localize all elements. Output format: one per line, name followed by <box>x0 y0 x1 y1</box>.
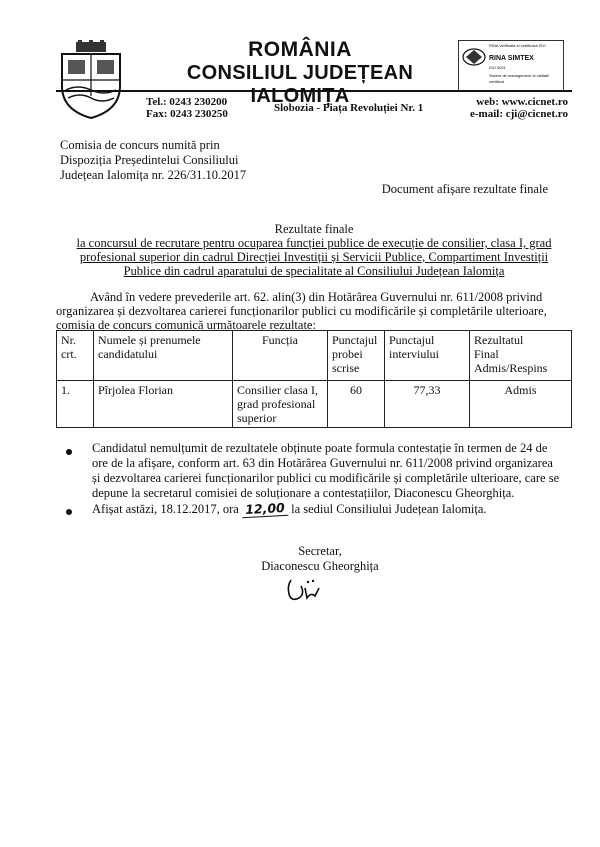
header-interview-line-1: Punctajul <box>389 333 435 347</box>
header-name-line-2: candidatului <box>98 347 158 361</box>
row-final-result: Admis <box>470 381 572 428</box>
preamble-line-3: Județean Ialomița nr. 226/31.10.2017 <box>60 168 247 182</box>
intro-line-1: Având în vedere prevederile art. 62. alin(3) din Hotărârea Guvernului nr. 611/2008 privind <box>90 290 543 304</box>
posted-time-handwritten: 12,00 <box>242 500 289 518</box>
header-final-result <box>470 331 572 381</box>
note-1-line-1: Candidatul nemulțumit de rezultatele obținute poate formula contestație în termen de 24 de <box>92 441 548 455</box>
title-line-2: profesional superior din cadrul Direcției Investiții și Servicii Publice, Compartiment Investiții <box>79 250 549 264</box>
intro-line-2: organizarea și dezvoltarea carierei funcționarilor publici cu modificările și completările ulterioare, <box>56 304 547 318</box>
bullet-dot <box>66 509 72 515</box>
website: web: www.cicnet.ro <box>476 96 568 108</box>
header-name-line-1: Numele și prenumele <box>98 333 201 347</box>
header-function: Funcția <box>233 331 328 381</box>
certification-badge <box>458 40 564 92</box>
posted-date-text: Afișat astăzi, 18.12.2017, ora <box>92 502 239 516</box>
header-written-line-3: scrise <box>332 361 360 375</box>
country-name: ROMÂNIA <box>248 38 352 61</box>
signature-role: Secretar, <box>298 544 342 558</box>
cert-line-1: RINA verificata si certificata ISO <box>489 43 546 48</box>
header-result-line-1: Rezultatul <box>474 333 524 347</box>
rina-logo-icon <box>462 45 486 69</box>
email-address: e-mail: cji@cicnet.ro <box>470 108 568 120</box>
cert-line-5: certificat <box>489 79 504 84</box>
results-table <box>56 330 572 428</box>
header-written-line-1: Punctajul <box>332 333 378 347</box>
phone-number: Tel.: 0243 230200 <box>146 96 228 108</box>
cert-line-3: ISO 9001 <box>489 65 506 70</box>
handwritten-signature <box>283 576 329 606</box>
header-nr-line-1: Nr. <box>61 333 76 347</box>
note-1-line-3: și dezvoltarea carierei funcționarilor publici cu modificările și completările ulterioare, care se <box>92 471 560 485</box>
fax-number: Fax: 0243 230250 <box>146 108 228 120</box>
note-2 <box>92 501 487 517</box>
row-function-line-3: superior <box>237 411 277 425</box>
row-candidate-name: Pîrjolea Florian <box>94 381 233 428</box>
header-written-line-2: probei <box>332 347 363 361</box>
preamble-line-2: Dispoziția Președintelui Consiliului <box>60 153 239 167</box>
header-divider <box>56 90 572 92</box>
document-label: Document afișare rezultate finale <box>381 182 548 196</box>
header-interview-line-2: interviului <box>389 347 439 361</box>
table-header-row <box>57 331 572 381</box>
header-result-line-3: Admis/Respins <box>474 361 548 375</box>
note-1-line-2: ore de la afișare, conform art. 63 din Hotărârea Guvernului nr. 611/2008 privind organizarea <box>92 456 553 470</box>
row-nr: 1. <box>57 381 94 428</box>
posted-location-text: la sediul Consiliului Județean Ialomița. <box>291 502 487 516</box>
header-nr <box>57 331 94 381</box>
row-written-score: 60 <box>328 381 385 428</box>
header-nr-line-2: crt. <box>61 347 77 361</box>
note-1-line-4: depune la secretarul comisiei de soluționare a contestațiilor, Diaconescu Gheorghița. <box>92 486 515 500</box>
row-function-line-2: grad profesional <box>237 397 316 411</box>
signature-name: Diaconescu Gheorghița <box>261 559 379 573</box>
address: Slobozia - Piața Revoluției Nr. 1 <box>274 102 424 114</box>
header-written-score <box>328 331 385 381</box>
title-line-3: Publice din cadrul aparatului de specialitate al Consiliului Județean Ialomița <box>123 264 505 278</box>
preamble-line-1: Comisia de concurs numită prin <box>60 138 220 152</box>
bullet-dot <box>66 449 72 455</box>
document-title: Rezultate finale <box>274 222 354 236</box>
institution-name: CONSILIUL JUDEȚEAN IALOMIȚA <box>186 62 414 107</box>
header-interview-score <box>385 331 470 381</box>
title-line-1: la concursul de recrutare pentru ocuparea funcției publice de execuție de consilier, clasa I, grad <box>76 236 552 250</box>
cert-brand: RINA SIMTEX <box>489 55 534 62</box>
intro-line-3: comisia de concurs comunică următoarele rezultate: <box>56 318 316 332</box>
row-interview-score: 77,33 <box>385 381 470 428</box>
county-coat-of-arms <box>56 40 126 120</box>
table-row <box>57 381 572 428</box>
row-function-line-1: Consilier clasa I, <box>237 383 318 397</box>
header-result-line-2: Final <box>474 347 499 361</box>
row-function <box>233 381 328 428</box>
header-candidate-name <box>94 331 233 381</box>
cert-line-4: Sistem de management al calitatii <box>489 73 549 78</box>
